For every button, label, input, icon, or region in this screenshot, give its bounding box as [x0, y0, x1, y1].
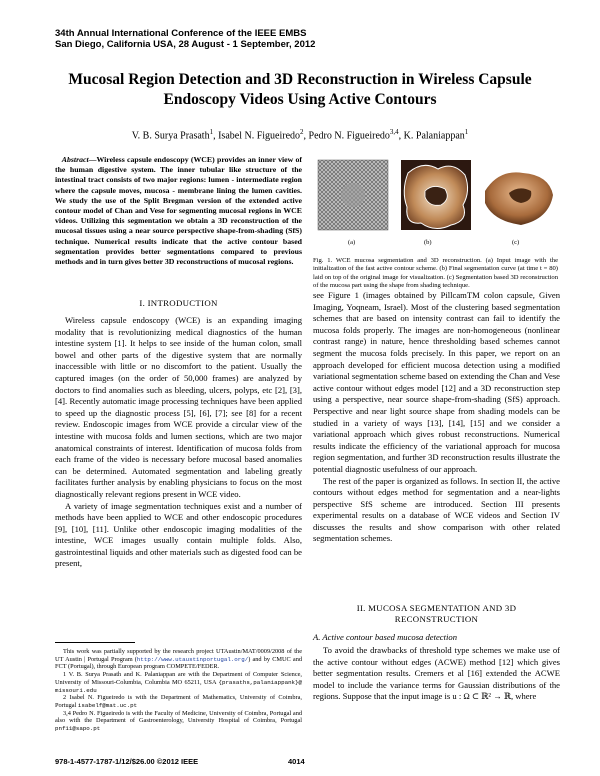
figure-panel-b	[401, 160, 471, 230]
author: V. B. Surya Prasath	[131, 130, 210, 142]
conference-header	[55, 28, 455, 50]
figure-caption: Fig. 1. WCE mucosa segmentation and 3D reconstruction. (a) Input image with the initialization of the fast active contour scheme. (b) Final segmentation curve (at time t = 80) laid on top of the original image for visualization. (c) Segmentation based 3D reconstruction of the mucosa part using the shape from shading technique.	[313, 257, 558, 289]
abstract-label: Abstract	[61, 155, 89, 164]
email: pnf11@sapo.pt	[55, 725, 101, 733]
introduction-body	[55, 315, 302, 570]
footnote-funding: This work was partially supported by the research project UTAustin/MAT/0009/2008 of the UT Austin | Portugal Program (http://www.utaustinportugal.org/) and by CMUC and FCT (Portugal), through European program COMPETE/FEDER.	[55, 648, 302, 671]
abstract-text: —Wireless capsule endoscopy (WCE) provides an inner view of the human digestive system. The inner tubular like structure of the intestinal tract consists of two major regions: lumen - intermediate region where the capsule moves, mucosa - membrane lining the lumen cavities. We study the use of the Split Bregman version of the extended active contour model of Chan and Vese for segmenting mucosal regions in WCE videos. Utilizing this segmentation we obtain a 3D reconstruction of the mucosal tissues using a near source perspective shape-from-shading (SfS) technique. Numerical results indicate that the active contour based segmentation provides better segmentations compared to previous methods and in turn gives better 3D reconstructions of mucosal regions.	[55, 155, 302, 267]
abstract	[55, 155, 302, 267]
footnotes	[55, 648, 302, 733]
author: Pedro N. Figueiredo	[308, 130, 390, 142]
author: Isabel N. Figueiredo	[218, 130, 301, 142]
figure-panel-c	[485, 172, 553, 225]
paragraph: The rest of the paper is organized as follows. In section II, the active contours without edges method for segmentation and a near-lights perspective SfS scheme are introduced. Section III presents experimental results on a database of WCE videos and Section IV discusses the results and show comparison with other related segmentation schemes.	[313, 475, 560, 544]
email: {prasaths,palaniappank}@ missouri.edu	[55, 678, 302, 694]
author: K. Palaniappan	[403, 130, 465, 142]
page-number: 4014	[288, 757, 305, 766]
footnote-affiliation: 1 V. B. Surya Prasath and K. Palaniappan are with the Department of Computer Science, University of Missouri-Columbia, Columbia MO 65211, USA {prasaths,palaniappank}@ missouri.edu	[55, 671, 302, 694]
paragraph: A variety of image segmentation techniques exist and a number of methods have been applied to WCE and other endoscopic procedures [9], [10], [11]. Unlike other endoscopic imaging modalities of the intestine, WCE images usually contain multiple folds. Also, gastrointestinal liquids and other materials such as digested food can be present,	[55, 500, 302, 569]
paragraph: To avoid the drawbacks of threshold type schemes we make use of the active contour without edges (ACWE) method [12] which gives better segmentation results. Cremers et al [16] extended the ACWE model to include the variance terms for Gaussian distributions of the regions. Suppose that the input image is u : Ω ⊂ ℝ² → ℝ, where	[313, 645, 560, 702]
right-column-body-2	[313, 645, 560, 703]
figure-label-c: (c)	[512, 239, 520, 246]
footnote-affiliation: 3,4 Pedro N. Figueiredo is with the Faculty of Medicine, University of Coimbra, Portugal and also with the Department of Gastroenterology, University Hospital of Coimbra, Portugal pnf11@sapo.pt	[55, 709, 302, 733]
subsection-heading: A. Active contour based mucosa detection	[313, 632, 457, 642]
figure-panel-a	[318, 160, 388, 230]
figure-label-a: (a)	[348, 239, 356, 246]
paper-title: Mucosal Region Detection and 3D Reconstruction in Wireless Capsule Endoscopy Videos Using Active Contours	[68, 71, 532, 108]
section-heading: I. INTRODUCTION	[139, 298, 218, 308]
right-column-body	[313, 290, 560, 545]
footer-copyright: 978-1-4577-1787-1/12/$26.00 ©2012 IEEE	[55, 757, 199, 766]
author-list: V. B. Surya Prasath$^1$, Isabel N. Figueiredo$^2$, Pedro N. Figueiredo$^{3,4}$, K. Palaniappan$^1$	[131, 128, 469, 142]
conference-location: San Diego, California USA, 28 August - 1 September, 2012	[55, 39, 316, 50]
paragraph: see Figure 1 (images obtained by PillcamTM colon capsule, Given Imaging, Yoqneam, Israel). Most of the clustering based segmentation schemes that are based on intensity contrast can fail to identify the mucosa folds properly. The images are non-homogeneous (nonlinear contrast range) in nature, hence thresholding based schemes cannot segment the mucosa folds precisely. In this paper, we report on an approach developed for efficient mucosa detection using a modified variational segmentation scheme based on extending the Chan and Vese active contour without edges model [12] and a 3D reconstruction step using a perspective, near source shape-from-shading (SfS) approach. Perspective and near light source shape from shading models can be studied in a variety of ways [13], [14], [15] and we consider a variational approach which gives robust reconstructions. Numerical results indicate the efficiency of the variational approach for mucosa region segmentation, and further 3D reconstruction results illustrate the potential diagnostic usefulness of our approach.	[313, 290, 560, 474]
paragraph: Wireless capsule endoscopy (WCE) is an expanding imaging modality that is revolutionizing medical diagnostics of the human intestine system [1]. It helps to see inside of the human colon, small bowel and other parts of the digestive system that are normally inaccessible with little or no discomfort to the patient. Usually the captured images (on the order of 50,000 frames) are analyzed by doctors to find anomalies such as bleeding, ulcers, polyps, etc [2], [3], [4]. Recently automatic image processing techniques have been applied to speed up the diagnostic process [5], [6], [7]; see [8] for a recent review. Endoscopic images from WCE provide a circular view of the intestine with mucosa folds and lumen sections, which are two major anatomical constraints of interest. Identification of mucosa folds from each frame of the video is necessary before mucosal based anomalies can be determined. Automated segmentation and labeling greatly facilitates further analysis by enabling physicians to focus on the most diagnostically relevant regions present in WCE video.	[55, 315, 302, 499]
email: isabelf@mat.uc.pt	[77, 701, 138, 709]
footnote-affiliation: 2 Isabel N. Figueiredo is with the Department of Mathematics, University of Coimbra, Portugal isabelf@mat.uc.pt	[55, 694, 302, 709]
conference-name: 34th Annual International Conference of the IEEE EMBS	[55, 28, 307, 39]
project-link[interactable]: http://www.utaustinportugal.org/	[136, 655, 249, 663]
section-heading: II. MUCOSA SEGMENTATION AND 3D RECONSTRUCTION	[356, 603, 517, 624]
figure-1	[313, 155, 558, 245]
figure-label-b: (b)	[424, 239, 432, 246]
